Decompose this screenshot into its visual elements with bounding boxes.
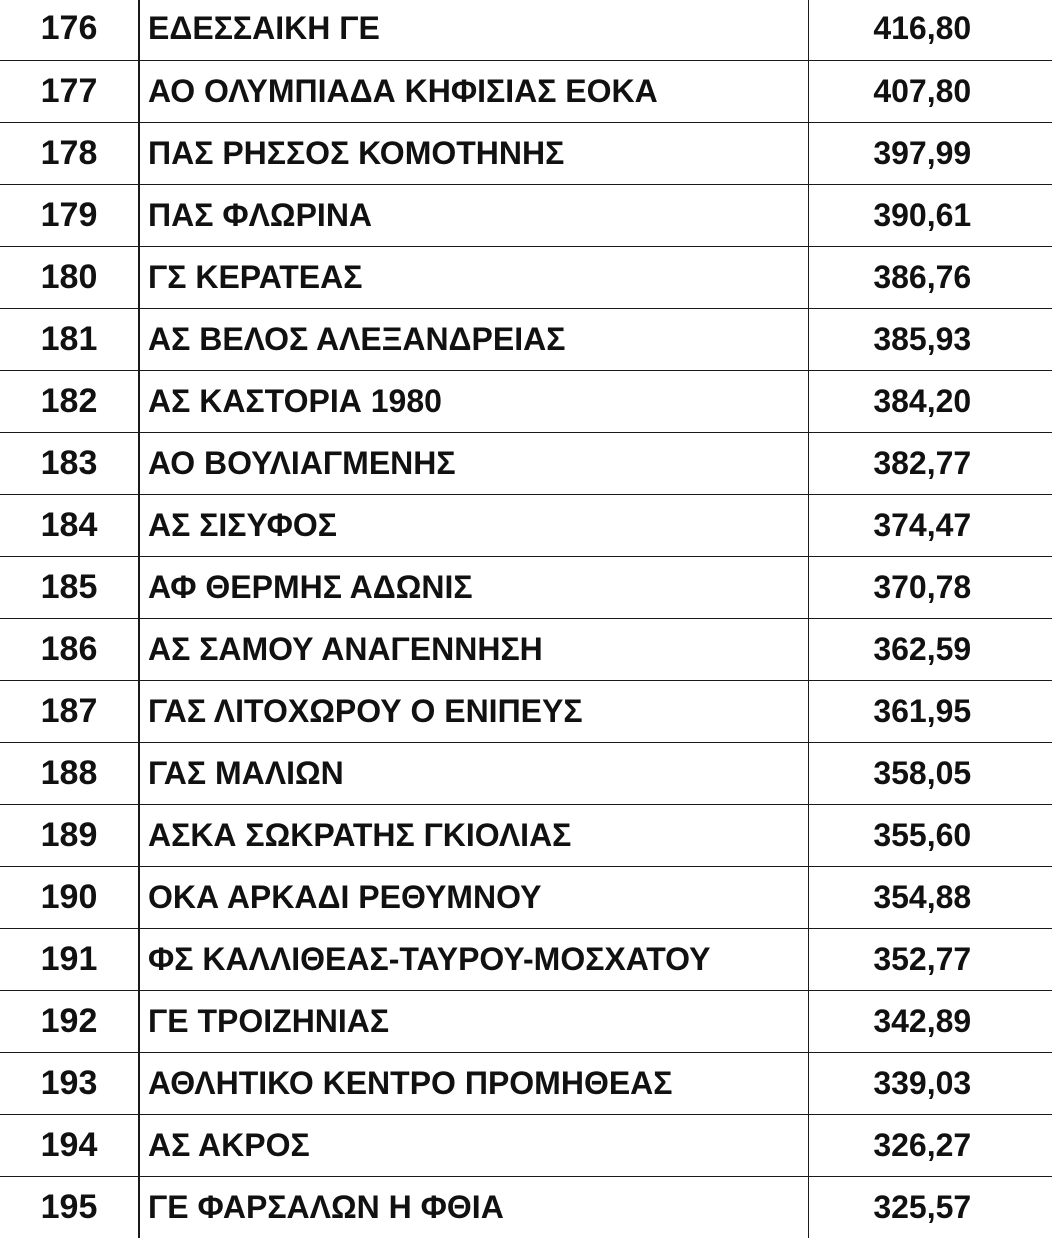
- rank-cell: 191: [0, 928, 139, 990]
- rank-cell: 193: [0, 1052, 139, 1114]
- rank-cell: 176: [0, 0, 139, 60]
- rank-cell: 194: [0, 1114, 139, 1176]
- rank-cell: 181: [0, 308, 139, 370]
- score-cell: 385,93: [808, 308, 1052, 370]
- club-name-cell: ΓΕ ΤΡΟΙΖΗΝΙΑΣ: [139, 990, 808, 1052]
- table-row: [0, 680, 1052, 742]
- rank-cell: 179: [0, 184, 139, 246]
- table-row: [0, 184, 1052, 246]
- club-name-cell: ΑΟ ΟΛΥΜΠΙΑΔΑ ΚΗΦΙΣΙΑΣ ΕΟΚΑ: [139, 60, 808, 122]
- score-cell: 326,27: [808, 1114, 1052, 1176]
- score-cell: 342,89: [808, 990, 1052, 1052]
- table-row: [0, 990, 1052, 1052]
- score-cell: 358,05: [808, 742, 1052, 804]
- table-row: [0, 618, 1052, 680]
- rank-cell: 184: [0, 494, 139, 556]
- club-name-cell: ΑΣ ΣΙΣΥΦΟΣ: [139, 494, 808, 556]
- club-name-cell: ΕΔΕΣΣΑΙΚΗ ΓΕ: [139, 0, 808, 60]
- club-name-cell: ΑΣ ΑΚΡΟΣ: [139, 1114, 808, 1176]
- rank-cell: 182: [0, 370, 139, 432]
- club-name-cell: ΑΦ ΘΕΡΜΗΣ ΑΔΩΝΙΣ: [139, 556, 808, 618]
- table-row: [0, 866, 1052, 928]
- table-row: [0, 246, 1052, 308]
- score-cell: 354,88: [808, 866, 1052, 928]
- table-row: [0, 0, 1052, 60]
- score-cell: 362,59: [808, 618, 1052, 680]
- club-name-cell: ΑΣ ΚΑΣΤΟΡΙΑ 1980: [139, 370, 808, 432]
- club-name-cell: ΑΣΚΑ ΣΩΚΡΑΤΗΣ ΓΚΙΟΛΙΑΣ: [139, 804, 808, 866]
- score-cell: 397,99: [808, 122, 1052, 184]
- table-row: [0, 370, 1052, 432]
- score-cell: 390,61: [808, 184, 1052, 246]
- table-row: [0, 742, 1052, 804]
- rank-cell: 190: [0, 866, 139, 928]
- club-name-cell: ΑΣ ΣΑΜΟΥ ΑΝΑΓΕΝΝΗΣΗ: [139, 618, 808, 680]
- club-name-cell: ΑΣ ΒΕΛΟΣ ΑΛΕΞΑΝΔΡΕΙΑΣ: [139, 308, 808, 370]
- club-name-cell: ΑΟ ΒΟΥΛΙΑΓΜΕΝΗΣ: [139, 432, 808, 494]
- club-name-cell: ΓΕ ΦΑΡΣΑΛΩΝ Η ΦΘΙΑ: [139, 1176, 808, 1238]
- rank-cell: 178: [0, 122, 139, 184]
- score-cell: 361,95: [808, 680, 1052, 742]
- table-row: [0, 308, 1052, 370]
- rank-cell: 183: [0, 432, 139, 494]
- score-cell: 384,20: [808, 370, 1052, 432]
- score-cell: 374,47: [808, 494, 1052, 556]
- club-name-cell: ΦΣ ΚΑΛΛΙΘΕΑΣ-ΤΑΥΡΟΥ-ΜΟΣΧΑΤΟΥ: [139, 928, 808, 990]
- score-cell: 355,60: [808, 804, 1052, 866]
- rank-cell: 189: [0, 804, 139, 866]
- table-row: [0, 60, 1052, 122]
- score-cell: 325,57: [873, 1188, 972, 1225]
- club-name-cell: ΠΑΣ ΦΛΩΡΙΝΑ: [139, 184, 808, 246]
- club-name-cell: ΟΚΑ ΑΡΚΑΔΙ ΡΕΘΥΜΝΟΥ: [139, 866, 808, 928]
- club-name-cell: ΓΑΣ ΛΙΤΟΧΩΡΟΥ Ο ΕΝΙΠΕΥΣ: [139, 680, 808, 742]
- club-name-cell: ΓΣ ΚΕΡΑΤΕΑΣ: [139, 246, 808, 308]
- table-row: [0, 556, 1052, 618]
- club-name-cell: ΓΑΣ ΜΑΛΙΩΝ: [139, 742, 808, 804]
- rank-cell: 185: [0, 556, 139, 618]
- club-name-cell: ΑΘΛΗΤΙΚΟ ΚΕΝΤΡΟ ΠΡΟΜΗΘΕΑΣ: [139, 1052, 808, 1114]
- table-row: [0, 928, 1052, 990]
- score-cell: 370,78: [808, 556, 1052, 618]
- score-cell: 382,77: [808, 432, 1052, 494]
- table-row: [0, 122, 1052, 184]
- table-row: [0, 1114, 1052, 1176]
- table-row: [0, 1052, 1052, 1114]
- table-row: [0, 494, 1052, 556]
- rank-cell: 177: [0, 60, 139, 122]
- table-row: [0, 432, 1052, 494]
- rank-cell: 186: [0, 618, 139, 680]
- score-cell: 352,77: [808, 928, 1052, 990]
- score-cell: 339,03: [808, 1052, 1052, 1114]
- club-name-cell: ΠΑΣ ΡΗΣΣΟΣ ΚΟΜΟΤΗΝΗΣ: [139, 122, 808, 184]
- rank-cell: 188: [0, 742, 139, 804]
- rank-cell: 187: [0, 680, 139, 742]
- rank-cell: 180: [0, 246, 139, 308]
- rank-cell: 192: [0, 990, 139, 1052]
- score-cell: 386,76: [808, 246, 1052, 308]
- rank-cell: 195: [0, 1176, 139, 1238]
- table-row: [0, 804, 1052, 866]
- score-cell: 407,80: [808, 60, 1052, 122]
- table-row: [0, 1176, 1052, 1238]
- score-cell: 416,80: [808, 0, 1052, 60]
